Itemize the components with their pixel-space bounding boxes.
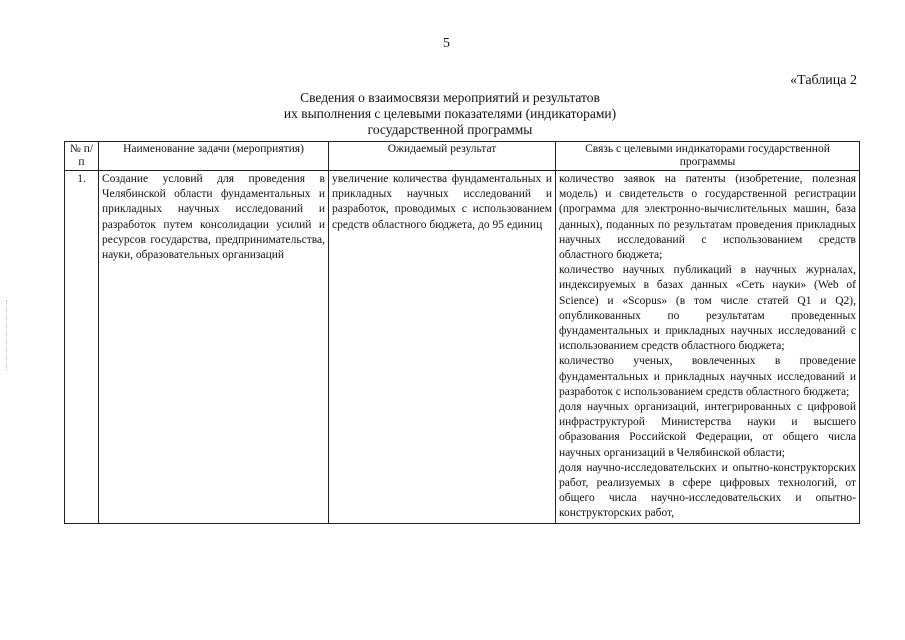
title-line-1: Сведения о взаимосвязи мероприятий и результатов xyxy=(300,90,600,105)
header-result: Ожидаемый результат xyxy=(329,142,556,171)
indicator-item: доля научно-исследовательских и опытно-конструкторских работ, реализуемых в сфере цифровых технологий, от общего числа научно-исследовательских и опытно-конструкторских работ, xyxy=(559,461,856,520)
indicator-item: количество научных публикаций в научных журналах, индексируемых в базах данных «Сеть науки» (Web of Science) и «Scopus» (в том числе статей Q1 и Q2), опубликованных по результатам проведенных фундаментальных и прикладных научных исследований с использованием средств областного бюджета; xyxy=(559,264,856,353)
table-row xyxy=(65,171,860,524)
table-header-row xyxy=(65,142,860,171)
measures-table xyxy=(64,141,860,524)
header-indicators: Связь с целевыми индикаторами государственной программы xyxy=(556,142,860,171)
indicator-item: количество заявок на патенты (изобретение, полезная модель) и свидетельств о государственной регистрации (программа для электронно-вычислительных машин, база данных), поданных по результатам проведения прикладных научных исследований с использованием средств областного бюджета; xyxy=(559,173,856,262)
header-num: № п/п xyxy=(65,142,99,171)
scan-artifact xyxy=(6,300,9,370)
header-task: Наименование задачи (мероприятия) xyxy=(99,142,329,171)
indicators-cell xyxy=(556,171,860,524)
page-number: 5 xyxy=(443,36,450,51)
title-line-3: государственной программы xyxy=(367,122,533,137)
indicator-item: количество ученых, вовлеченных в проведение фундаментальных и прикладных научных исследований и разработок с использованием средств областного бюджета; xyxy=(559,355,856,398)
indicator-item: доля научных организаций, интегрированных с цифровой инфраструктурой Министерства науки и высшего образования Российской Федерации, от общего числа научных организаций в Челябинской области; xyxy=(559,401,856,459)
document-title xyxy=(200,90,700,138)
title-line-2: их выполнения с целевыми показателями (индикаторами) xyxy=(283,106,617,121)
result-cell: увеличение количества фундаментальных и прикладных научных исследований и разработок, проводимых с использованием средств областного бюджета, до 95 единиц xyxy=(329,171,556,524)
task-cell: Создание условий для проведения в Челябинской области фундаментальных и прикладных научных исследований и разработок путем консолидации усилий и ресурсов государства, предпринимательства, науки, образовательных организаций xyxy=(99,171,329,524)
table-caption-label: «Таблица 2 xyxy=(790,73,857,88)
row-number: 1. xyxy=(65,171,99,524)
